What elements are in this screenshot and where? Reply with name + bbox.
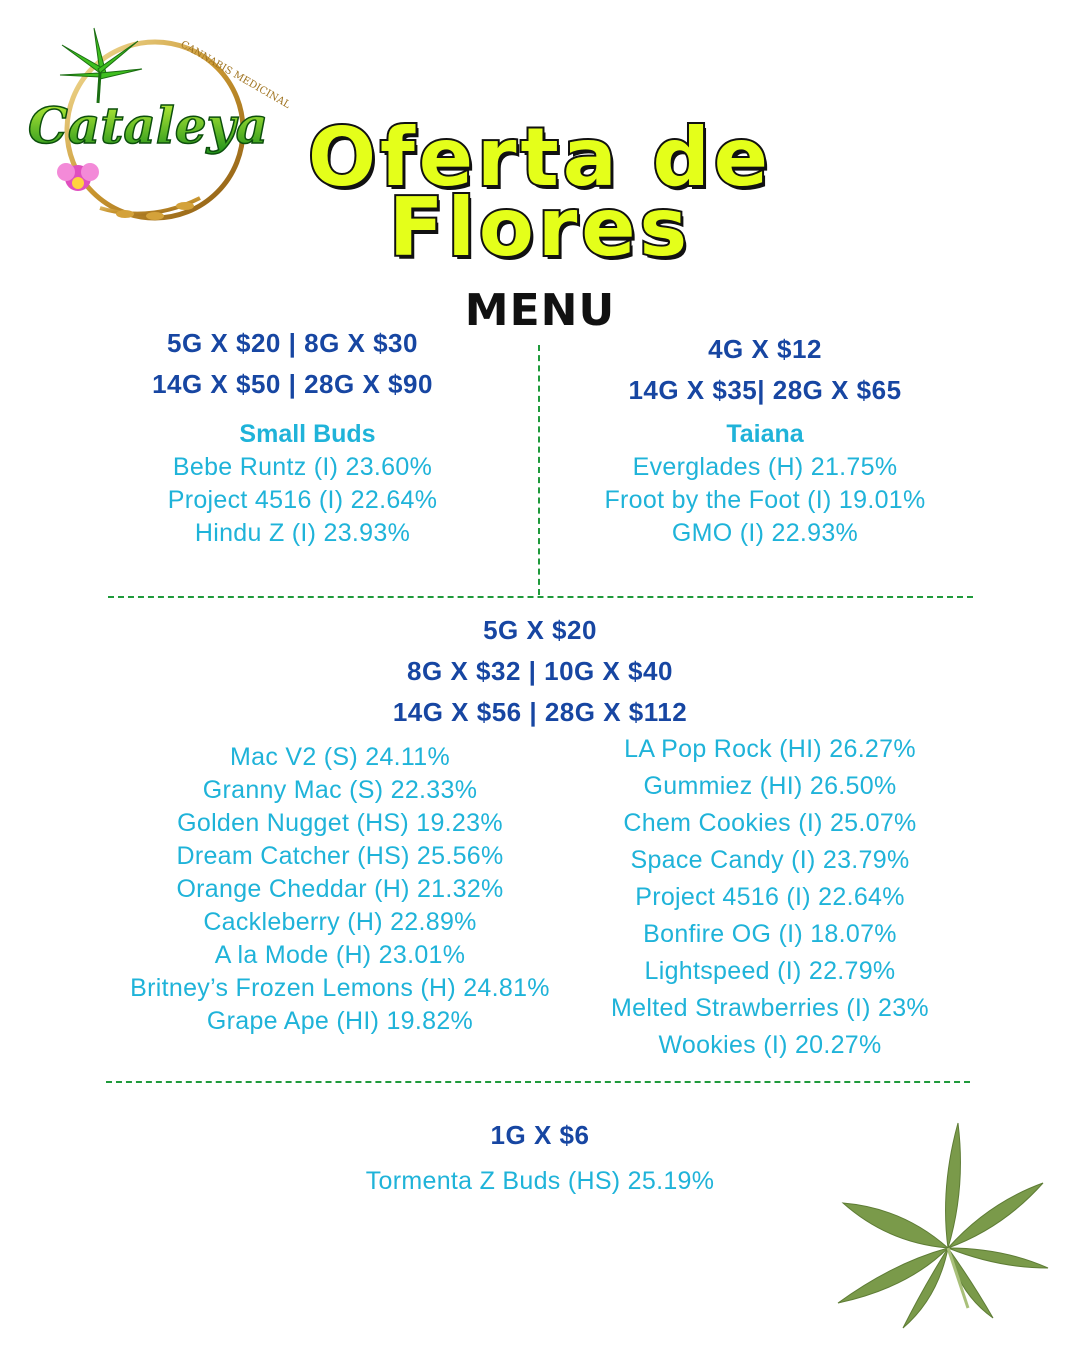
main-price-line-2: 8G X $32 | 10G X $40 xyxy=(407,656,673,686)
strain-item: Melted Strawberries (I) 23% xyxy=(611,994,929,1022)
strain-item: Dream Catcher (HS) 25.56% xyxy=(176,842,504,870)
small-buds-price-line-2: 14G X $50 | 28G X $90 xyxy=(152,369,433,399)
menu-heading: MENU xyxy=(464,285,616,336)
strain-item: Grape Ape (HI) 19.82% xyxy=(206,1007,474,1035)
gram-price: 1G X $6 xyxy=(490,1120,590,1150)
main-price-line-3: 14G X $56 | 28G X $112 xyxy=(392,697,688,727)
small-buds-item: Hindu Z (I) 23.93% xyxy=(194,519,411,547)
section-divider xyxy=(106,1081,970,1083)
strain-item: Golden Nugget (HS) 19.23% xyxy=(177,809,503,837)
page-title-line-1: Oferta de xyxy=(307,111,773,204)
strain-item: Gummiez (HI) 26.50% xyxy=(643,772,897,800)
section-divider xyxy=(108,596,973,598)
strain-item: Britney’s Frozen Lemons (H) 24.81% xyxy=(130,974,550,1002)
strain-item: Mac V2 (S) 24.11% xyxy=(229,743,450,771)
small-buds-title: Small Buds xyxy=(239,420,376,448)
strain-item: Project 4516 (I) 22.64% xyxy=(635,883,905,911)
main-price-line-1: 5G X $20 xyxy=(483,615,597,645)
strain-item: Orange Cheddar (H) 21.32% xyxy=(176,875,504,903)
taiana-price-line-2: 14G X $35| 28G X $65 xyxy=(628,375,902,405)
taiana-item: Everglades (H) 21.75% xyxy=(632,453,898,481)
taiana-item: Froot by the Foot (I) 19.01% xyxy=(604,486,926,514)
taiana-title: Taiana xyxy=(726,420,804,448)
small-buds-price-line-1: 5G X $20 | 8G X $30 xyxy=(167,328,418,358)
small-buds-item: Project 4516 (I) 22.64% xyxy=(167,486,438,514)
taiana-price-line-1: 4G X $12 xyxy=(708,334,822,364)
strain-item: A la Mode (H) 23.01% xyxy=(214,941,466,969)
strain-item: LA Pop Rock (HI) 26.27% xyxy=(624,735,916,763)
strain-item: Tormenta Z Buds (HS) 25.19% xyxy=(365,1167,715,1195)
strain-item: Lightspeed (I) 22.79% xyxy=(644,957,896,985)
logo-brand: Cataleya xyxy=(28,96,268,155)
cannabis-leaf-icon xyxy=(818,1118,1058,1333)
page-title-line-2: Flores xyxy=(388,181,692,274)
strain-item: Space Candy (I) 23.79% xyxy=(630,846,910,874)
strain-item: Bonfire OG (I) 18.07% xyxy=(643,920,897,948)
small-buds-item: Bebe Runtz (I) 23.60% xyxy=(172,453,433,481)
strain-item: Wookies (I) 20.27% xyxy=(658,1031,882,1059)
taiana-item: GMO (I) 22.93% xyxy=(671,519,859,547)
strain-item: Chem Cookies (I) 25.07% xyxy=(623,809,917,837)
strain-item: Cackleberry (H) 22.89% xyxy=(203,908,477,936)
strain-item: Granny Mac (S) 22.33% xyxy=(202,776,478,804)
logo-ring-text: CANNABIS MEDICINAL xyxy=(178,39,292,111)
